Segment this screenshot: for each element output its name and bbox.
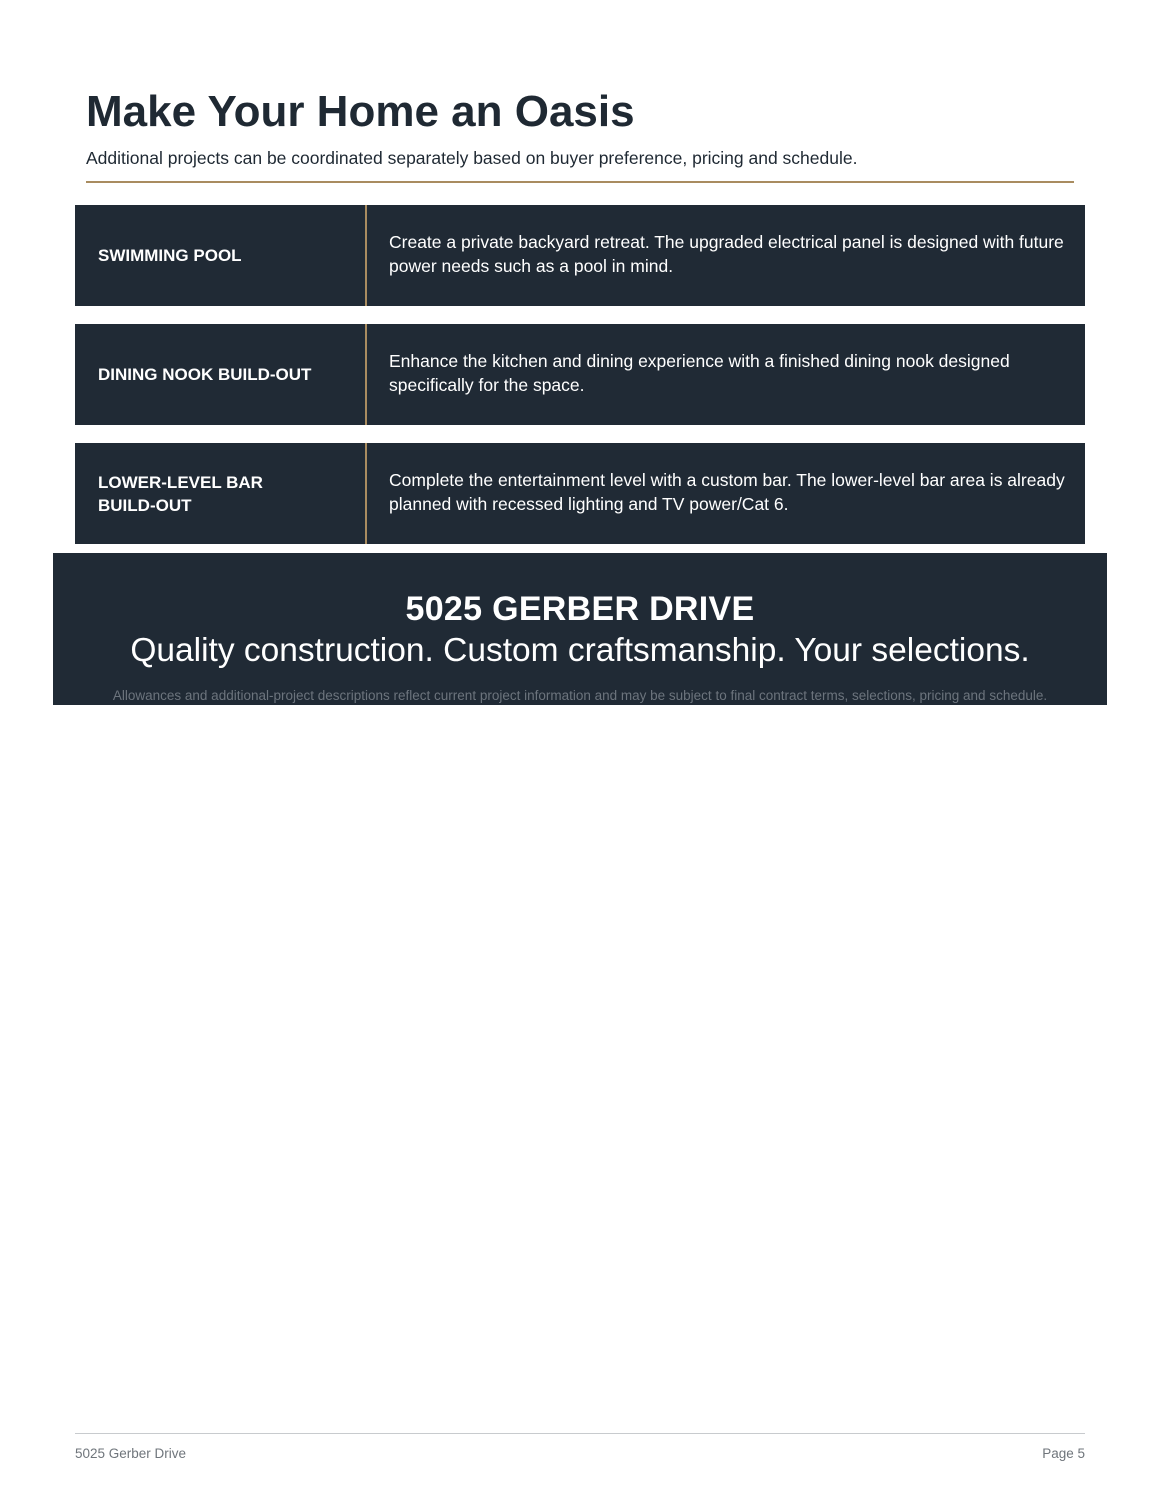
project-name: LOWER-LEVEL BAR BUILD-OUT xyxy=(75,443,367,544)
title-divider xyxy=(86,181,1074,183)
project-description: Complete the entertainment level with a custom bar. The lower-level bar area is already planned with recessed lighting and TV power/Cat 6. xyxy=(389,470,1065,514)
project-description-cell xyxy=(367,205,1085,306)
project-description: Create a private backyard retreat. The upgraded electrical panel is designed with future power needs such as a pool in mind. xyxy=(389,232,1064,276)
page-subtitle: Additional projects can be coordinated separately based on buyer preference, pricing and schedule. xyxy=(86,148,858,168)
banner-title: 5025 GERBER DRIVE xyxy=(405,590,755,628)
footer-page-number: Page 5 xyxy=(1042,1446,1085,1461)
project-description-cell xyxy=(367,443,1085,544)
project-name: DINING NOOK BUILD-OUT xyxy=(75,324,367,425)
project-row-dining-nook xyxy=(75,324,1085,425)
project-name: SWIMMING POOL xyxy=(75,205,367,306)
footer-divider xyxy=(75,1433,1085,1434)
banner-disclaimer: Allowances and additional-project descriptions reflect current project information and may be subject to final contract terms, selections, pricing and schedule. xyxy=(112,688,1048,703)
property-banner xyxy=(53,553,1107,705)
project-description-cell xyxy=(367,324,1085,425)
banner-tagline: Quality construction. Custom craftsmanship. Your selections. xyxy=(130,632,1030,669)
project-row-lower-level-bar xyxy=(75,443,1085,544)
project-description: Enhance the kitchen and dining experience with a finished dining nook designed specifically for the space. xyxy=(389,351,1010,395)
project-row-swimming-pool xyxy=(75,205,1085,306)
footer-address: 5025 Gerber Drive xyxy=(75,1446,187,1461)
page-title: Make Your Home an Oasis xyxy=(86,87,635,136)
